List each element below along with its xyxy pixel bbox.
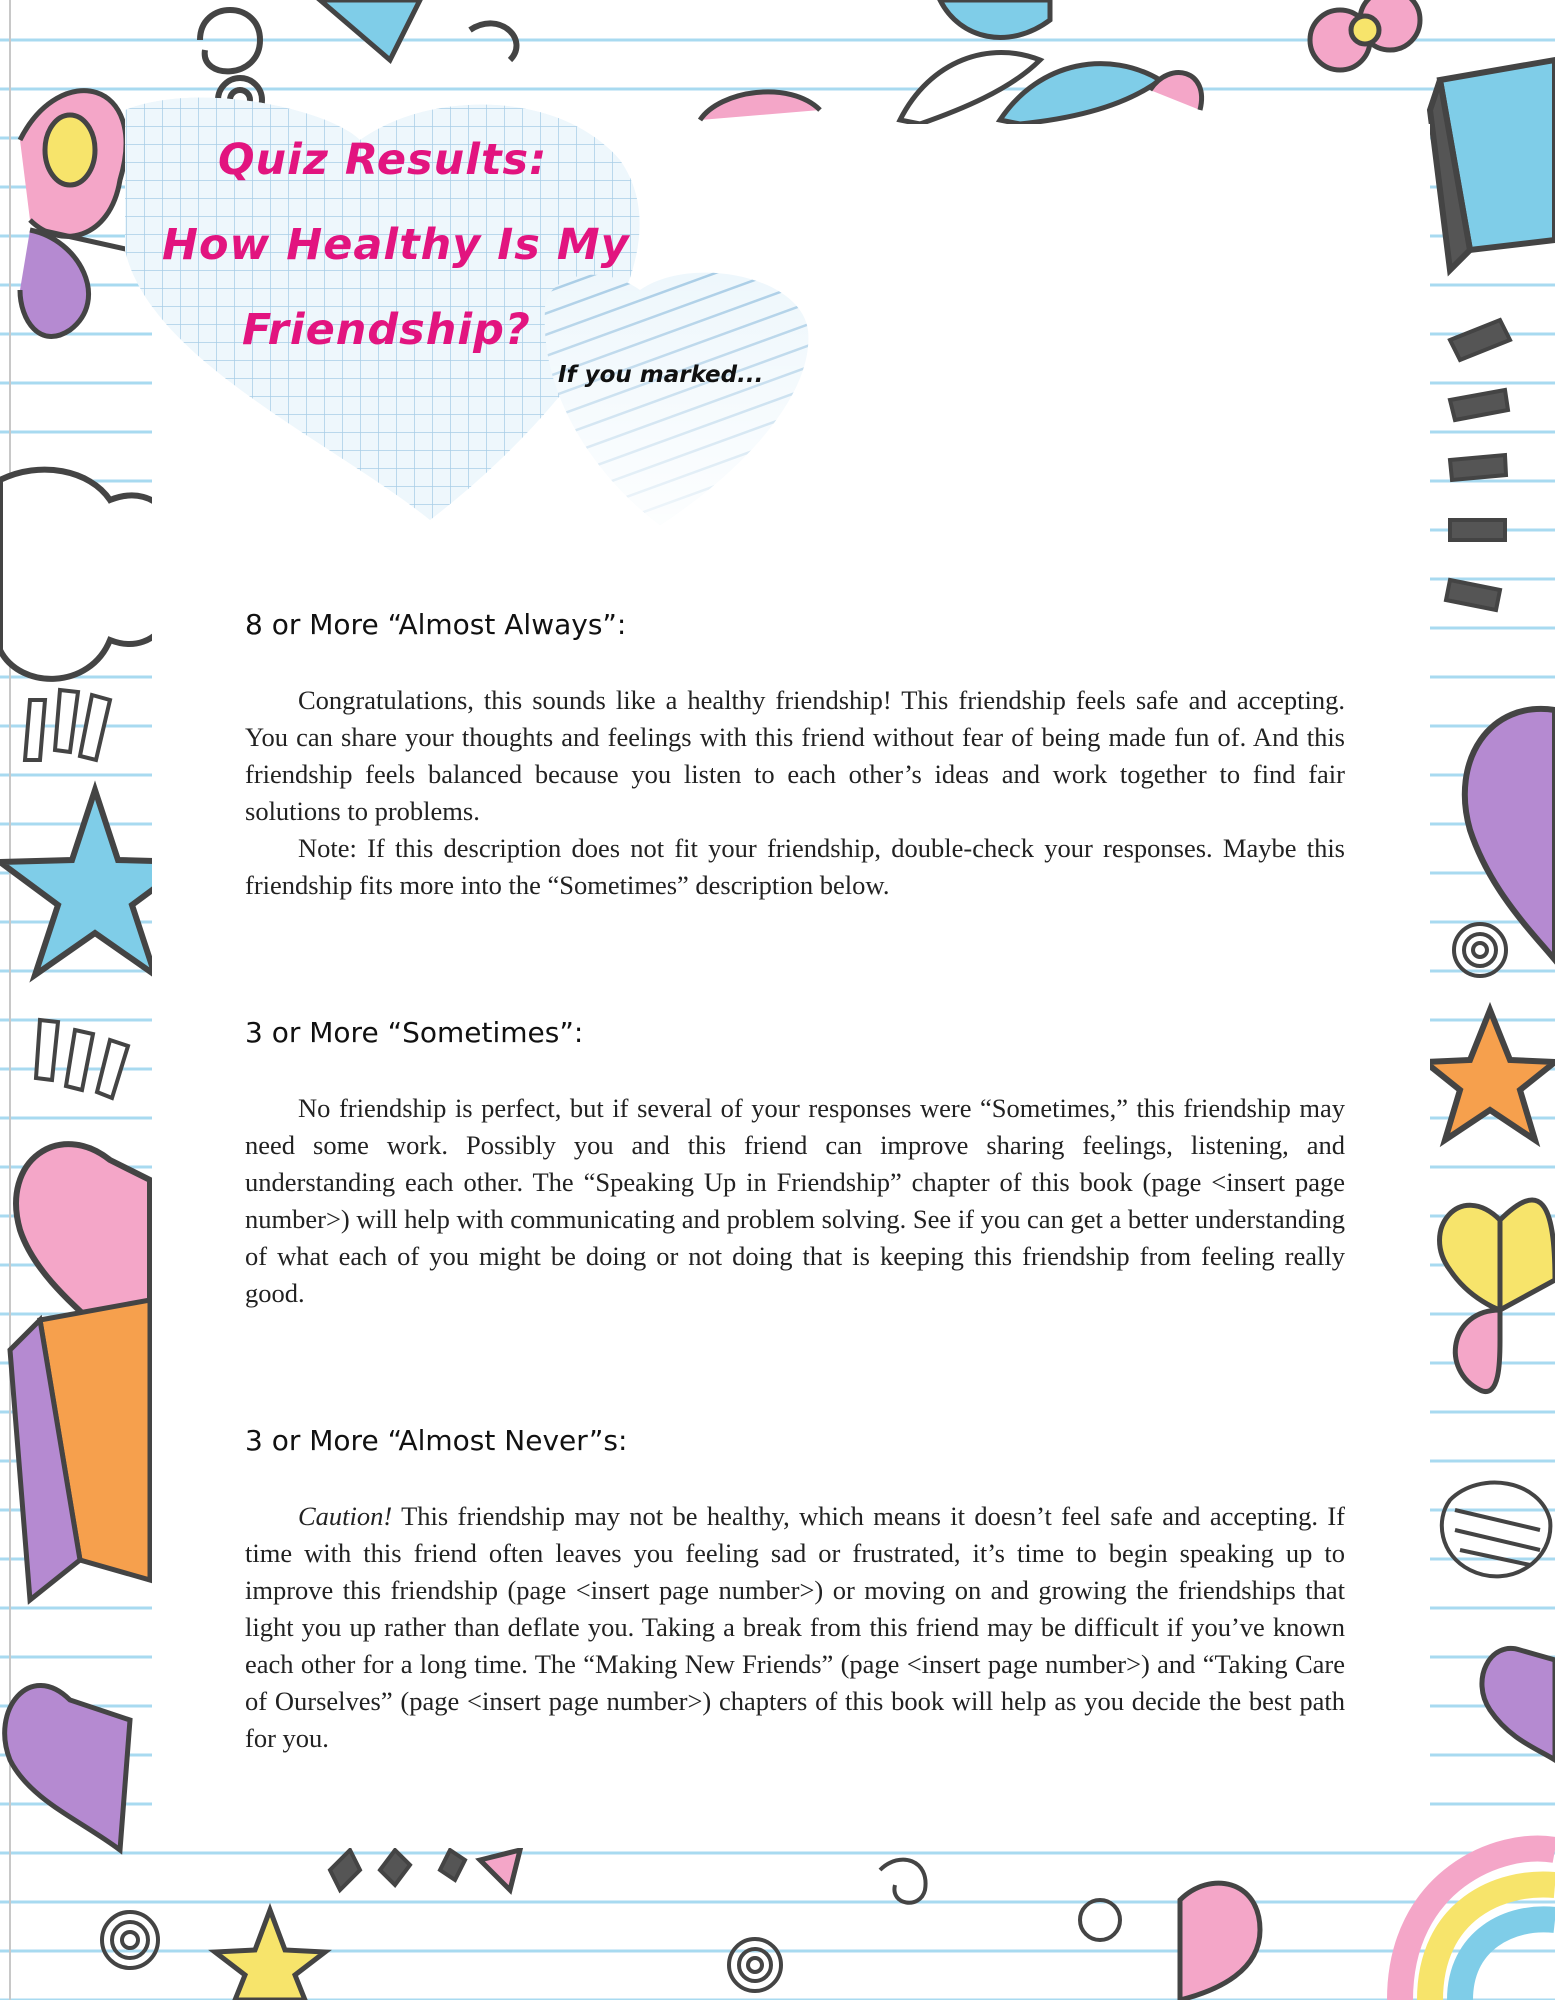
section-heading-sometimes: 3 or More “Sometimes”: bbox=[245, 1016, 584, 1049]
paragraph: Note: If this description does not fit your friendship, double-check your responses. Maybe this friendship fits more into the “Sometimes” description below. bbox=[245, 833, 1345, 900]
striped-heart-overlay bbox=[545, 273, 809, 525]
section-body-almost-always bbox=[245, 682, 1345, 904]
page-title-line-3: Friendship? bbox=[242, 305, 531, 355]
quiz-subtitle: If you marked... bbox=[558, 362, 764, 388]
section-body-almost-never bbox=[245, 1498, 1345, 1757]
paragraph bbox=[245, 1498, 1345, 1757]
section-heading-almost-never: 3 or More “Almost Never”s: bbox=[245, 1424, 628, 1457]
title-hearts-overlay bbox=[0, 0, 1555, 620]
section-body-sometimes bbox=[245, 1090, 1345, 1312]
banner-ribbon bbox=[10, 1300, 150, 1600]
paragraph-text: This friendship may not be healthy, which means it doesn’t feel safe and accepting. If time with this friend often leaves you feeling sad or frustrated, it’s time to begin speaking up to improve this friendship (page <insert page number>) or moving on and growing the friendships that light you up rather than deflate you. Taking a break from this friend may be difficult if you’ve known each other for a long time. The “Making New Friends” (page <insert page number>) and “Taking Care of Ourselves” (page <insert page number>) chapters of this book will help as you decide the best path for you. bbox=[245, 1501, 1345, 1753]
page-title-line-1: Quiz Results: bbox=[218, 135, 548, 185]
section-heading-almost-always: 8 or More “Almost Always”: bbox=[245, 608, 627, 641]
page-title-line-2: How Healthy Is My bbox=[162, 220, 630, 270]
paragraph: No friendship is perfect, but if several of your responses were “Sometimes,” this friendship may need some work. Possibly you and this friend can improve sharing feelings, listening, and understanding each other. The “Speaking Up in Friendship” chapter of this book (page <insert page number>) will help with communicating and problem solving. See if you can get a better understanding of what each of you might be doing or not doing that is keeping this friendship from feeling really good. bbox=[245, 1093, 1345, 1308]
caution-label: Caution! bbox=[298, 1501, 393, 1531]
paragraph: Congratulations, this sounds like a healthy friendship! This friendship feels safe and accepting. You can share your thoughts and feelings with this friend without fear of being made fun of. And this friendship feels balanced because you listen to each other’s ideas and work together to find fair solutions to problems. bbox=[245, 685, 1345, 826]
